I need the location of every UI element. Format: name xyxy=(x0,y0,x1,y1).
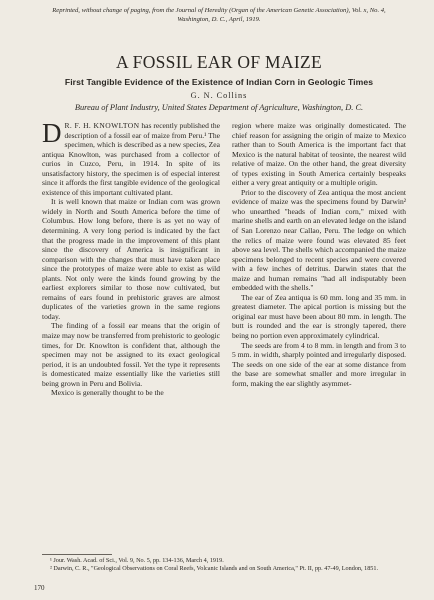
paragraph: The finding of a fossil ear means that the origin of maize may now be transferred from prehistoric to geologic times, for Dr. Knowlton is confident that, although the specimen may not be assigned to its exact geological period, it is an undoubted fossil. Yet the type it represents is domesticated maize essentially like the varieties still being grown in Peru and Bolivia. xyxy=(42,321,220,388)
paragraph: region where maize was originally domesticated. The chief reason for assigning the origin of maize to Mexico rather than to South America is the important fact that Mexico is the natural habitat of teosinte, the nearest wild relative of maize. On the other hand, the great diversity of types existing in South America certainly bespeaks either a very great antiquity or a multiple origin. xyxy=(232,121,406,188)
author-affiliation: Bureau of Plant Industry, United States Department of Agriculture, Washington, D. C. xyxy=(74,103,364,112)
right-column xyxy=(232,121,406,388)
paragraph: It is well known that maize or Indian corn was grown widely in North and South America before the time of Columbus. How long before, there is as yet no way of determining. A very long period is indicated by the fact that the progress made in the improvement of this plant since the discovery of America is insignificant in comparison with the changes that must have taken place since the prototypes of maize were able to exist as wild plants. Not only were the kinds found growing by the earliest explorers similar to those now cultivated, but remains of ears found in prehistoric graves are almost duplicates of the varieties grown in the same regions today. xyxy=(42,197,220,321)
paragraph: The ear of Zea antiqua is 60 mm. long and 35 mm. in greatest diameter. The apical portion is missing but the original ear must have been about 80 mm. in length. The butt is rounded and the ear is strongly tapered, there being no portion even approximately cylindrical. xyxy=(232,292,406,341)
left-column xyxy=(42,118,220,398)
page-number: 170 xyxy=(34,584,45,592)
footnote: ¹ Jour. Wash. Acad. of Sci., Vol. 9, No. 5, pp. 134-136, March 4, 1919. xyxy=(50,557,224,564)
paragraph: Mexico is generally thought to be the xyxy=(51,388,164,398)
author-name: G. N. Collins xyxy=(190,91,248,100)
paragraph: Prior to the discovery of Zea antiqua the most ancient evidence of maize was the specimens found by Darwin² who unearthed "heads of Indian corn," mixed with marine shells and earth on an elevated ledge on the island of San Lorenzo near Callao, Peru. The ledge on which the relics of maize were found was elevated 85 feet above sea level. The shells which accompanied the maize specimens belonged to recent species and were covered with a few inches of detritus. Darwin states that the maize and human remains "had all indisputably been embedded with the shells." xyxy=(232,187,406,293)
paragraph: The seeds are from 4 to 8 mm. in length and from 3 to 5 mm. in width, sharply pointed and irregularly disposed. The seeds on one side of the ear at some distance from the base are somewhat smaller and more irregular in form, making the ear slightly asymmet- xyxy=(232,340,406,388)
article-subtitle: First Tangible Evidence of the Existence of Indian Corn in Geologic Times xyxy=(64,77,374,87)
footnotes xyxy=(42,557,402,572)
drop-cap: D xyxy=(42,118,62,148)
article-title: A FOSSIL EAR OF MAIZE xyxy=(116,52,322,72)
lead-caps: R. F. H. KNOWLTON xyxy=(64,121,140,130)
paragraph: D R. F. H. KNOWLTON has recently published the description of a fossil ear of maize from Peru.¹ The specimen, which is described as a new species, Zea antiqua Knowlton, was purchased from a collector of curios in Cuzco, Peru, in 1914. In spite of its unsatisfactory history, the specimen is of especial interest since it affords the first tangible evidence of the geological existence of this important cultivated plant. xyxy=(42,118,220,197)
footnote: ² Darwin, C. R., "Geological Observations on Coral Reefs, Volcanic Islands and on South America," Pt. II, pp. 47-49, London, 1851. xyxy=(50,564,379,572)
footnote-rule xyxy=(42,554,112,555)
body-columns xyxy=(34,118,406,539)
reprint-note: Reprinted, without change of paging, from the Journal of Heredity (Organ of the American Genetic Association), Vol. x, No. 4, Washington, D. C., April, 1919. xyxy=(52,7,386,23)
